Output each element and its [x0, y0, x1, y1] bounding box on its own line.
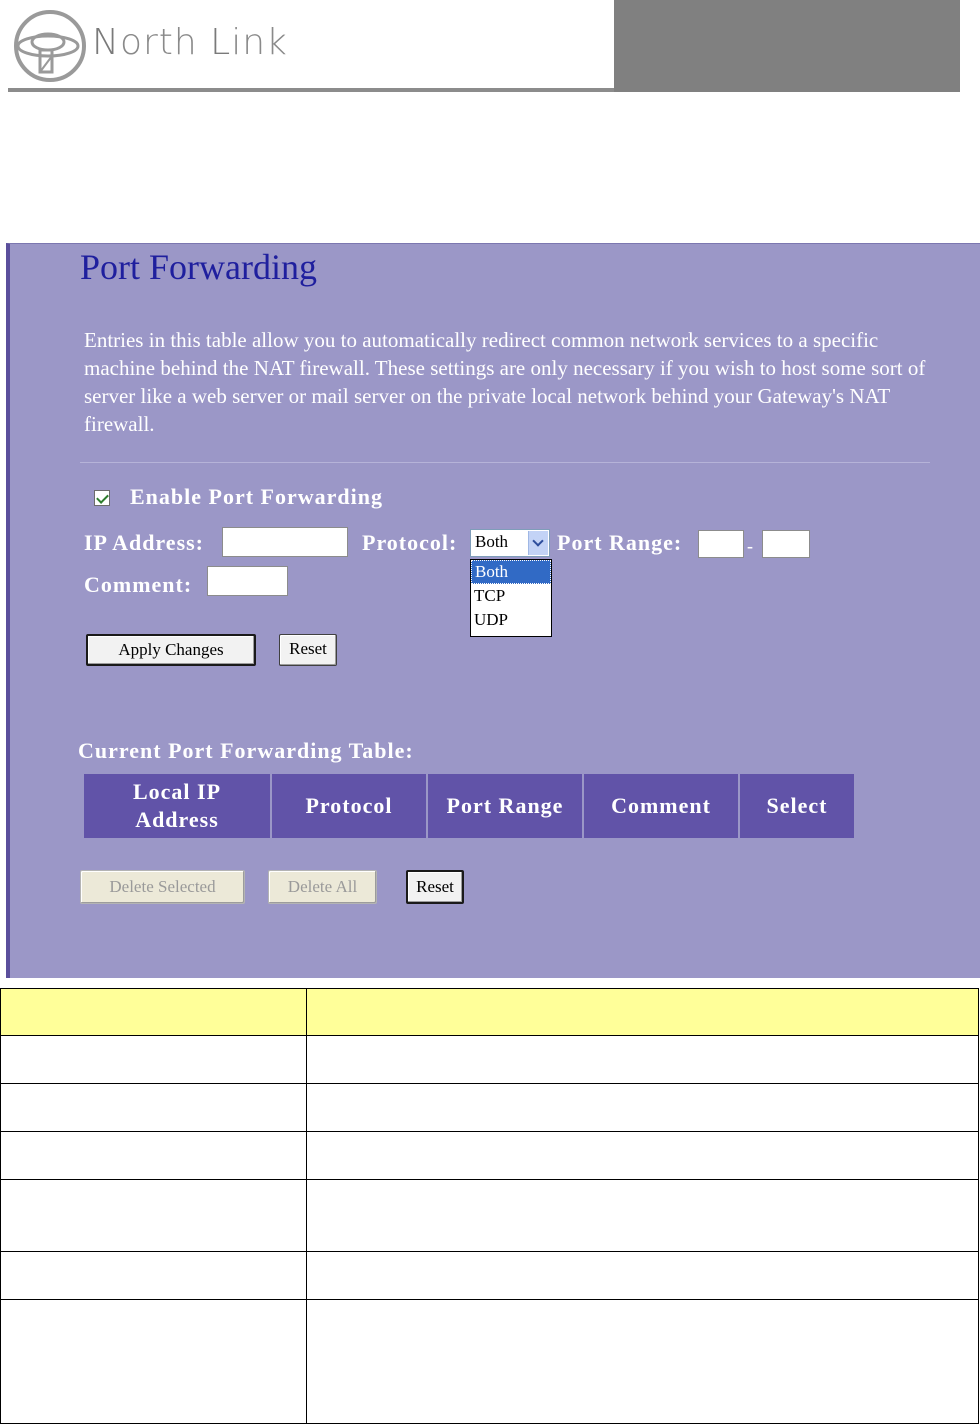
- col-local-ip-line1: Local IP: [132, 779, 222, 804]
- description-cell: [307, 1132, 979, 1180]
- col-comment: Comment: [584, 774, 738, 838]
- port-range-from-input[interactable]: [698, 530, 744, 558]
- description-cell: [1, 1084, 307, 1132]
- description-header-row: [1, 989, 979, 1036]
- table-row: [1, 1036, 979, 1084]
- description-header-cell-1: [1, 989, 307, 1036]
- description-cell: [1, 1036, 307, 1084]
- description-cell: [307, 1180, 979, 1252]
- description-cell: [1, 1132, 307, 1180]
- divider: [80, 462, 930, 463]
- current-table-title: Current Port Forwarding Table:: [78, 738, 414, 763]
- table-row: [1, 1252, 979, 1300]
- header-gray-block: [614, 0, 960, 92]
- port-range-separator: -: [747, 536, 754, 556]
- ip-address-label: IP Address:: [84, 530, 205, 555]
- description-cell: [307, 1036, 979, 1084]
- description-cell: [1, 1300, 307, 1424]
- comment-label: Comment:: [84, 572, 193, 597]
- protocol-select[interactable]: [470, 529, 550, 557]
- table-row: [1, 1084, 979, 1132]
- northlink-globe-icon: [8, 6, 98, 86]
- description-table: [0, 988, 979, 1424]
- table-header-row: [84, 774, 854, 838]
- brand-initial-l: L: [210, 22, 232, 63]
- chevron-down-icon[interactable]: [528, 531, 548, 555]
- description-cell: [307, 1252, 979, 1300]
- port-forwarding-panel: [6, 243, 980, 978]
- brand-name: [92, 22, 288, 63]
- description-cell: [307, 1084, 979, 1132]
- page-title: Port Forwarding: [80, 247, 317, 287]
- col-port-range: Port Range: [428, 774, 582, 838]
- apply-changes-button[interactable]: Apply Changes: [86, 634, 256, 666]
- table-row: [1, 1300, 979, 1424]
- brand-orth: orth: [119, 22, 211, 63]
- col-select: Select: [740, 774, 854, 838]
- port-range-label: Port Range:: [557, 530, 683, 555]
- reset-table-button[interactable]: Reset: [406, 870, 464, 904]
- ip-address-input[interactable]: [222, 527, 348, 557]
- enable-port-forwarding-label: Enable Port Forwarding: [130, 484, 383, 509]
- protocol-dropdown-list: [470, 559, 552, 637]
- enable-port-forwarding-checkbox[interactable]: [94, 490, 110, 506]
- protocol-option-tcp[interactable]: TCP: [474, 586, 506, 605]
- intro-text: Entries in this table allow you to automatically redirect common network services to a specific machine behind the NAT firewall. These settings are only necessary if you wish to host some sort of server like a web server or mail server on the private local network behind your Gateway's NAT firewall.: [84, 328, 926, 436]
- delete-selected-button[interactable]: Delete Selected: [80, 870, 245, 904]
- protocol-option-both[interactable]: Both: [471, 560, 551, 584]
- description-cell: [1, 1180, 307, 1252]
- protocol-option-udp[interactable]: UDP: [474, 610, 509, 629]
- description-cell: [1, 1252, 307, 1300]
- col-local-ip-address: [84, 774, 270, 838]
- protocol-selected-value: Both: [475, 532, 509, 551]
- description-cell: [307, 1300, 979, 1424]
- table-row: [1, 1180, 979, 1252]
- reset-button[interactable]: Reset: [279, 634, 337, 666]
- delete-all-button[interactable]: Delete All: [268, 870, 377, 904]
- col-local-ip-line2: Address: [135, 807, 219, 832]
- brand-initial-n: N: [92, 22, 120, 63]
- col-protocol: Protocol: [272, 774, 426, 838]
- brand-ink: ink: [231, 22, 288, 63]
- protocol-label: Protocol:: [362, 530, 458, 555]
- description-header-cell-2: [307, 989, 979, 1036]
- port-forwarding-table: [82, 774, 856, 838]
- table-row: [1, 1132, 979, 1180]
- header-rule: [8, 88, 614, 92]
- port-range-to-input[interactable]: [762, 530, 810, 558]
- comment-input[interactable]: [207, 566, 288, 596]
